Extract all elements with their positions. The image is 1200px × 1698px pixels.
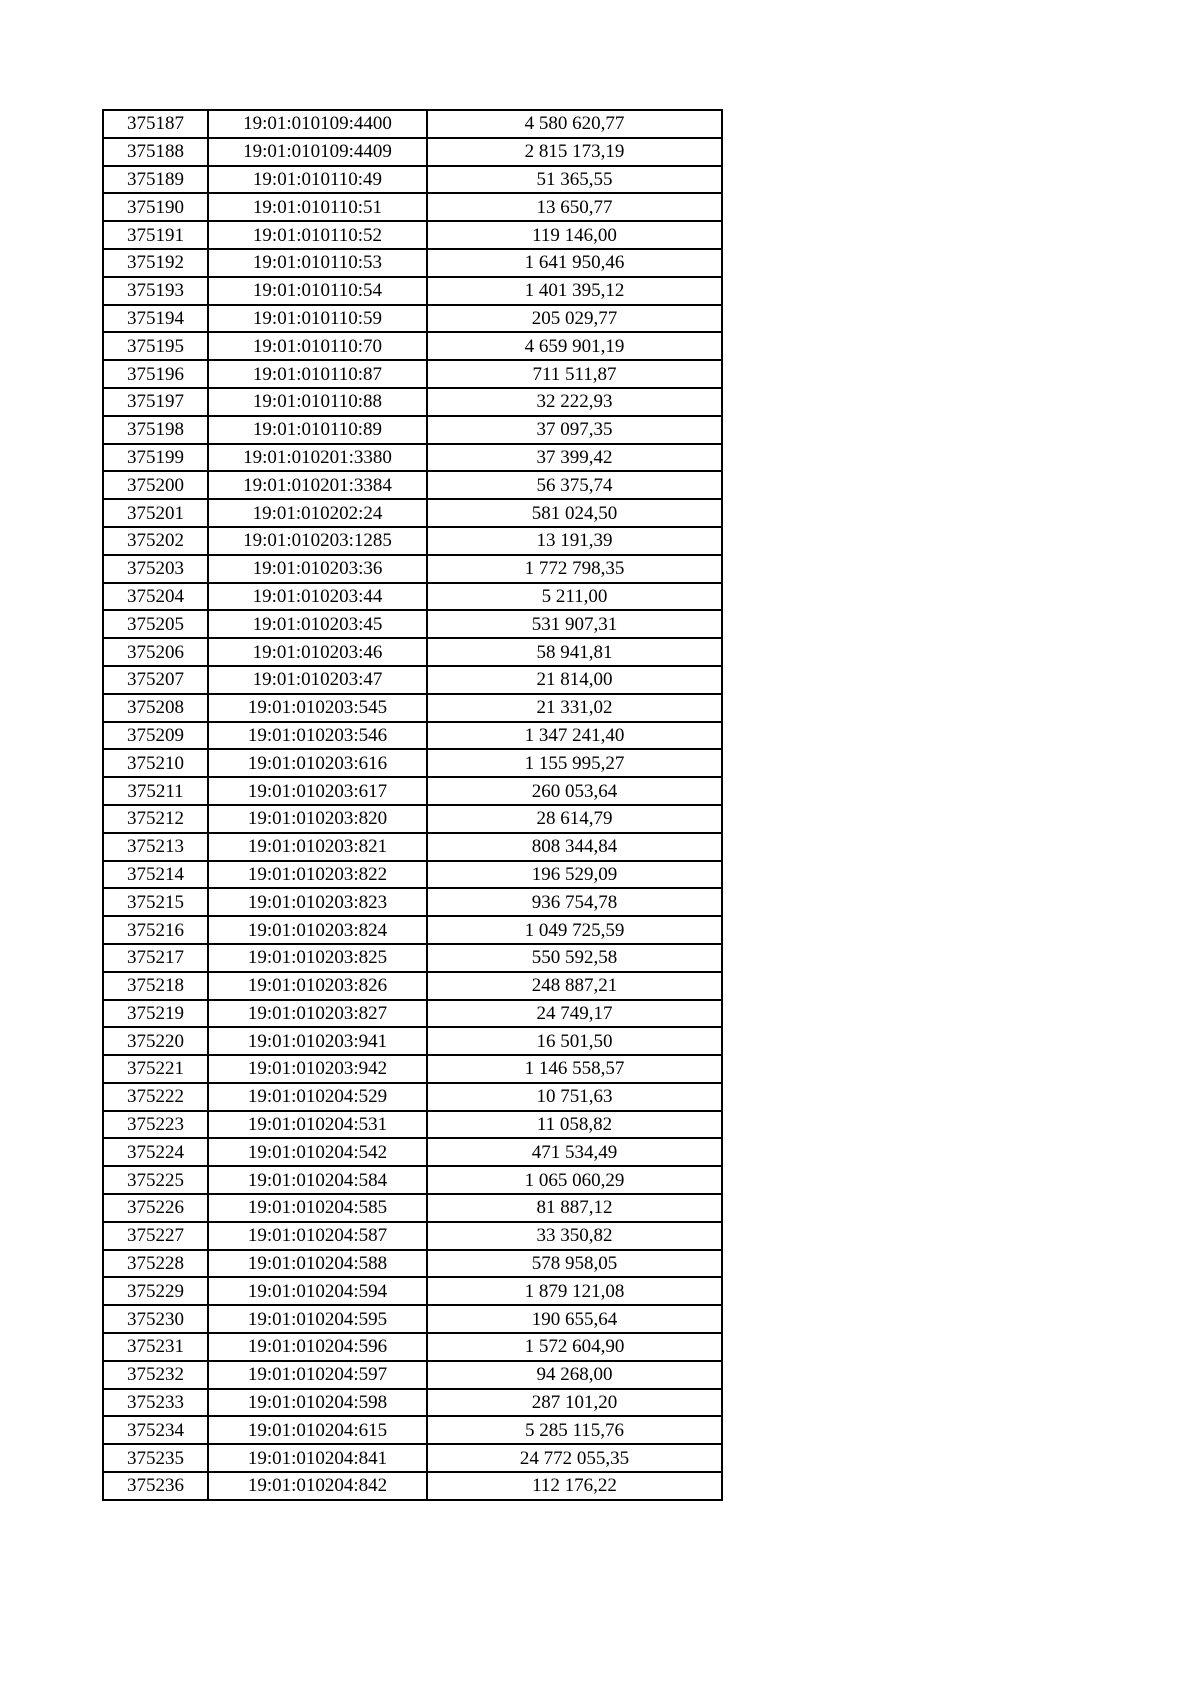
- cadastral-number-cell: 19:01:010204:842: [208, 1472, 427, 1500]
- cadastral-value-cell: 581 024,50: [427, 499, 722, 527]
- row-number-cell: 375190: [103, 193, 208, 221]
- cadastral-number-cell: 19:01:010202:24: [208, 499, 427, 527]
- table-row: [103, 1333, 722, 1361]
- table-row: [103, 1416, 722, 1444]
- cadastral-number-cell: 19:01:010110:51: [208, 193, 427, 221]
- cadastral-number-cell: 19:01:010110:87: [208, 360, 427, 388]
- cadastral-number-cell: 19:01:010204:841: [208, 1444, 427, 1472]
- cadastral-value-cell: 550 592,58: [427, 944, 722, 972]
- table-row: [103, 944, 722, 972]
- row-number-cell: 375230: [103, 1305, 208, 1333]
- cadastral-number-cell: 19:01:010204:594: [208, 1277, 427, 1305]
- row-number-cell: 375216: [103, 916, 208, 944]
- row-number-cell: 375217: [103, 944, 208, 972]
- table-row: [103, 805, 722, 833]
- cadastral-value-cell: 119 146,00: [427, 221, 722, 249]
- row-number-cell: 375225: [103, 1166, 208, 1194]
- row-number-cell: 375202: [103, 527, 208, 555]
- cadastral-value-cell: 1 879 121,08: [427, 1277, 722, 1305]
- cadastral-value-cell: 81 887,12: [427, 1194, 722, 1222]
- row-number-cell: 375195: [103, 332, 208, 360]
- table-row: [103, 1389, 722, 1417]
- table-row: [103, 916, 722, 944]
- table-row: [103, 138, 722, 166]
- table-row: [103, 833, 722, 861]
- cadastral-number-cell: 19:01:010203:545: [208, 694, 427, 722]
- cadastral-value-cell: 1 572 604,90: [427, 1333, 722, 1361]
- row-number-cell: 375209: [103, 722, 208, 750]
- cadastral-number-cell: 19:01:010110:54: [208, 277, 427, 305]
- cadastral-value-cell: 287 101,20: [427, 1389, 722, 1417]
- cadastral-value-cell: 13 191,39: [427, 527, 722, 555]
- cadastral-value-cell: 471 534,49: [427, 1138, 722, 1166]
- row-number-cell: 375222: [103, 1083, 208, 1111]
- cadastral-number-cell: 19:01:010204:585: [208, 1194, 427, 1222]
- row-number-cell: 375200: [103, 471, 208, 499]
- table-row: [103, 666, 722, 694]
- cadastral-number-cell: 19:01:010110:52: [208, 221, 427, 249]
- cadastral-value-cell: 21 331,02: [427, 694, 722, 722]
- table-row: [103, 972, 722, 1000]
- cadastral-value-cell: 10 751,63: [427, 1083, 722, 1111]
- table-row: [103, 1138, 722, 1166]
- row-number-cell: 375189: [103, 166, 208, 194]
- row-number-cell: 375207: [103, 666, 208, 694]
- cadastral-value-cell: 5 211,00: [427, 583, 722, 611]
- table-row: [103, 861, 722, 889]
- table-row: [103, 1444, 722, 1472]
- table-body: [103, 110, 722, 1500]
- table-row: [103, 1000, 722, 1028]
- row-number-cell: 375213: [103, 833, 208, 861]
- table-row: [103, 277, 722, 305]
- cadastral-number-cell: 19:01:010203:46: [208, 638, 427, 666]
- cadastral-value-cell: 1 065 060,29: [427, 1166, 722, 1194]
- row-number-cell: 375193: [103, 277, 208, 305]
- table-row: [103, 722, 722, 750]
- cadastral-value-cell: 1 155 995,27: [427, 749, 722, 777]
- table-row: [103, 888, 722, 916]
- cadastral-number-cell: 19:01:010204:596: [208, 1333, 427, 1361]
- row-number-cell: 375235: [103, 1444, 208, 1472]
- row-number-cell: 375218: [103, 972, 208, 1000]
- row-number-cell: 375229: [103, 1277, 208, 1305]
- cadastral-value-cell: 1 049 725,59: [427, 916, 722, 944]
- row-number-cell: 375215: [103, 888, 208, 916]
- cadastral-number-cell: 19:01:010203:45: [208, 610, 427, 638]
- cadastral-value-cell: 94 268,00: [427, 1361, 722, 1389]
- cadastral-value-cell: 11 058,82: [427, 1111, 722, 1139]
- table-row: [103, 1027, 722, 1055]
- cadastral-value-cell: 196 529,09: [427, 861, 722, 889]
- row-number-cell: 375231: [103, 1333, 208, 1361]
- cadastral-number-cell: 19:01:010203:546: [208, 722, 427, 750]
- row-number-cell: 375204: [103, 583, 208, 611]
- cadastral-number-cell: 19:01:010204:529: [208, 1083, 427, 1111]
- cadastral-number-cell: 19:01:010204:595: [208, 1305, 427, 1333]
- cadastral-number-cell: 19:01:010203:827: [208, 1000, 427, 1028]
- cadastral-number-cell: 19:01:010204:597: [208, 1361, 427, 1389]
- cadastral-value-cell: 58 941,81: [427, 638, 722, 666]
- row-number-cell: 375188: [103, 138, 208, 166]
- cadastral-value-cell: 711 511,87: [427, 360, 722, 388]
- cadastral-number-cell: 19:01:010201:3384: [208, 471, 427, 499]
- row-number-cell: 375220: [103, 1027, 208, 1055]
- row-number-cell: 375228: [103, 1250, 208, 1278]
- cadastral-value-cell: 531 907,31: [427, 610, 722, 638]
- cadastral-number-cell: 19:01:010203:826: [208, 972, 427, 1000]
- table-row: [103, 471, 722, 499]
- row-number-cell: 375206: [103, 638, 208, 666]
- cadastral-number-cell: 19:01:010203:941: [208, 1027, 427, 1055]
- cadastral-value-cell: 37 097,35: [427, 416, 722, 444]
- row-number-cell: 375227: [103, 1222, 208, 1250]
- cadastral-value-cell: 248 887,21: [427, 972, 722, 1000]
- row-number-cell: 375199: [103, 444, 208, 472]
- cadastral-number-cell: 19:01:010110:53: [208, 249, 427, 277]
- row-number-cell: 375191: [103, 221, 208, 249]
- table-row: [103, 221, 722, 249]
- cadastral-value-cell: 4 580 620,77: [427, 110, 722, 138]
- cadastral-value-cell: 16 501,50: [427, 1027, 722, 1055]
- row-number-cell: 375210: [103, 749, 208, 777]
- cadastral-number-cell: 19:01:010204:587: [208, 1222, 427, 1250]
- row-number-cell: 375236: [103, 1472, 208, 1500]
- cadastral-number-cell: 19:01:010110:70: [208, 332, 427, 360]
- cadastral-value-cell: 260 053,64: [427, 777, 722, 805]
- cadastral-value-cell: 37 399,42: [427, 444, 722, 472]
- cadastral-number-cell: 19:01:010204:615: [208, 1416, 427, 1444]
- row-number-cell: 375205: [103, 610, 208, 638]
- table-row: [103, 388, 722, 416]
- cadastral-number-cell: 19:01:010204:542: [208, 1138, 427, 1166]
- row-number-cell: 375194: [103, 305, 208, 333]
- cadastral-value-table: [102, 109, 723, 1501]
- table-row: [103, 444, 722, 472]
- table-row: [103, 1055, 722, 1083]
- table-row: [103, 1194, 722, 1222]
- row-number-cell: 375224: [103, 1138, 208, 1166]
- cadastral-number-cell: 19:01:010204:598: [208, 1389, 427, 1417]
- cadastral-number-cell: 19:01:010203:47: [208, 666, 427, 694]
- cadastral-number-cell: 19:01:010203:825: [208, 944, 427, 972]
- cadastral-value-cell: 1 772 798,35: [427, 555, 722, 583]
- cadastral-value-cell: 4 659 901,19: [427, 332, 722, 360]
- row-number-cell: 375232: [103, 1361, 208, 1389]
- cadastral-value-cell: 1 401 395,12: [427, 277, 722, 305]
- cadastral-number-cell: 19:01:010204:588: [208, 1250, 427, 1278]
- cadastral-value-cell: 1 146 558,57: [427, 1055, 722, 1083]
- row-number-cell: 375197: [103, 388, 208, 416]
- table-row: [103, 1361, 722, 1389]
- table-row: [103, 555, 722, 583]
- cadastral-number-cell: 19:01:010204:584: [208, 1166, 427, 1194]
- table-row: [103, 694, 722, 722]
- cadastral-value-cell: 51 365,55: [427, 166, 722, 194]
- table-row: [103, 416, 722, 444]
- cadastral-number-cell: 19:01:010110:59: [208, 305, 427, 333]
- cadastral-number-cell: 19:01:010203:617: [208, 777, 427, 805]
- cadastral-number-cell: 19:01:010203:822: [208, 861, 427, 889]
- row-number-cell: 375233: [103, 1389, 208, 1417]
- cadastral-number-cell: 19:01:010203:823: [208, 888, 427, 916]
- row-number-cell: 375211: [103, 777, 208, 805]
- table-row: [103, 1305, 722, 1333]
- table-row: [103, 527, 722, 555]
- row-number-cell: 375201: [103, 499, 208, 527]
- cadastral-value-cell: 32 222,93: [427, 388, 722, 416]
- cadastral-number-cell: 19:01:010203:942: [208, 1055, 427, 1083]
- cadastral-number-cell: 19:01:010204:531: [208, 1111, 427, 1139]
- cadastral-value-cell: 1 641 950,46: [427, 249, 722, 277]
- table-row: [103, 166, 722, 194]
- cadastral-value-cell: 2 815 173,19: [427, 138, 722, 166]
- cadastral-number-cell: 19:01:010203:1285: [208, 527, 427, 555]
- row-number-cell: 375187: [103, 110, 208, 138]
- table-row: [103, 360, 722, 388]
- table-row: [103, 777, 722, 805]
- table-row: [103, 1083, 722, 1111]
- table-row: [103, 110, 722, 138]
- cadastral-number-cell: 19:01:010203:36: [208, 555, 427, 583]
- row-number-cell: 375221: [103, 1055, 208, 1083]
- cadastral-value-cell: 24 749,17: [427, 1000, 722, 1028]
- cadastral-value-cell: 1 347 241,40: [427, 722, 722, 750]
- table-row: [103, 305, 722, 333]
- table-row: [103, 193, 722, 221]
- table-row: [103, 583, 722, 611]
- table-row: [103, 1222, 722, 1250]
- cadastral-number-cell: 19:01:010203:820: [208, 805, 427, 833]
- table-row: [103, 1111, 722, 1139]
- row-number-cell: 375226: [103, 1194, 208, 1222]
- table-row: [103, 249, 722, 277]
- cadastral-number-cell: 19:01:010203:821: [208, 833, 427, 861]
- cadastral-number-cell: 19:01:010201:3380: [208, 444, 427, 472]
- cadastral-number-cell: 19:01:010110:88: [208, 388, 427, 416]
- row-number-cell: 375208: [103, 694, 208, 722]
- table-row: [103, 1277, 722, 1305]
- row-number-cell: 375223: [103, 1111, 208, 1139]
- row-number-cell: 375219: [103, 1000, 208, 1028]
- cadastral-number-cell: 19:01:010109:4409: [208, 138, 427, 166]
- cadastral-number-cell: 19:01:010203:616: [208, 749, 427, 777]
- row-number-cell: 375203: [103, 555, 208, 583]
- table-row: [103, 1250, 722, 1278]
- table-row: [103, 638, 722, 666]
- cadastral-value-cell: 808 344,84: [427, 833, 722, 861]
- table-row: [103, 332, 722, 360]
- cadastral-value-cell: 56 375,74: [427, 471, 722, 499]
- cadastral-value-cell: 205 029,77: [427, 305, 722, 333]
- cadastral-number-cell: 19:01:010109:4400: [208, 110, 427, 138]
- table-row: [103, 1472, 722, 1500]
- cadastral-value-cell: 936 754,78: [427, 888, 722, 916]
- row-number-cell: 375234: [103, 1416, 208, 1444]
- row-number-cell: 375192: [103, 249, 208, 277]
- cadastral-value-cell: 13 650,77: [427, 193, 722, 221]
- row-number-cell: 375196: [103, 360, 208, 388]
- row-number-cell: 375214: [103, 861, 208, 889]
- table-row: [103, 499, 722, 527]
- table-row: [103, 749, 722, 777]
- cadastral-value-cell: 5 285 115,76: [427, 1416, 722, 1444]
- table-row: [103, 610, 722, 638]
- cadastral-value-cell: 24 772 055,35: [427, 1444, 722, 1472]
- cadastral-value-cell: 21 814,00: [427, 666, 722, 694]
- cadastral-number-cell: 19:01:010110:89: [208, 416, 427, 444]
- cadastral-value-cell: 112 176,22: [427, 1472, 722, 1500]
- cadastral-value-cell: 28 614,79: [427, 805, 722, 833]
- table-row: [103, 1166, 722, 1194]
- row-number-cell: 375198: [103, 416, 208, 444]
- cadastral-value-cell: 33 350,82: [427, 1222, 722, 1250]
- cadastral-number-cell: 19:01:010203:44: [208, 583, 427, 611]
- cadastral-number-cell: 19:01:010203:824: [208, 916, 427, 944]
- cadastral-value-cell: 190 655,64: [427, 1305, 722, 1333]
- cadastral-number-cell: 19:01:010110:49: [208, 166, 427, 194]
- row-number-cell: 375212: [103, 805, 208, 833]
- cadastral-value-cell: 578 958,05: [427, 1250, 722, 1278]
